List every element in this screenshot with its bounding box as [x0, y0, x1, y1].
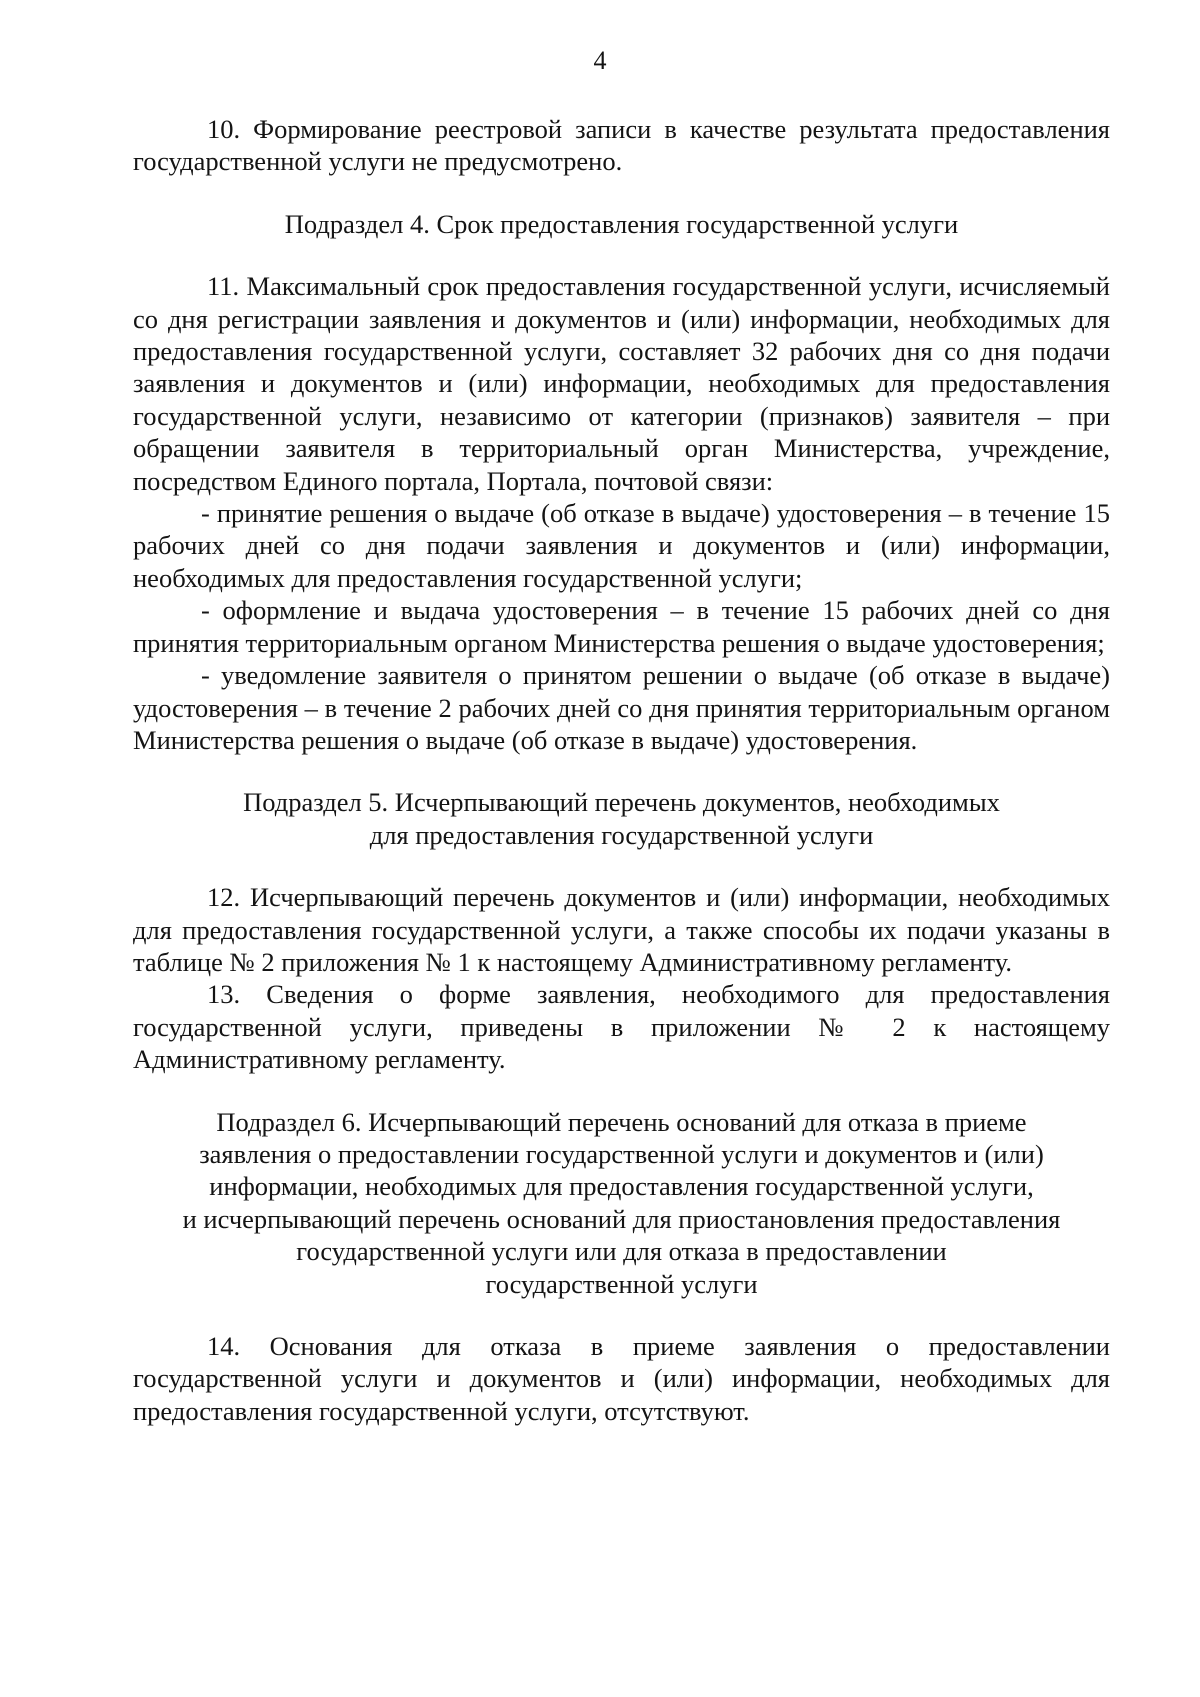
- paragraph-10: 10. Формирование реестровой записи в качестве результата предоставления государственной услуги не предусмотрено.: [133, 114, 1110, 177]
- heading-line: и исчерпывающий перечень оснований для приостановления предоставления: [182, 1203, 1061, 1234]
- heading-line: государственной услуги или для отказа в предоставлении: [296, 1236, 947, 1267]
- subsection-6-heading: [133, 1106, 1110, 1300]
- heading-line: государственной услуги: [485, 1268, 758, 1299]
- heading-line: информации, необходимых для предоставления государственной услуги,: [209, 1171, 1034, 1202]
- paragraph-11: 11. Максимальный срок предоставления государственной услуги, исчисляемый со дня регистрации заявления и документов и (или) информации, необходимых для предоставления государственной услуги, составляет 32 рабочих дня со дня подачи заявления и документов и (или) информации, необходимых для предоставления государственной услуги, независимо от категории (признаков) заявителя – при обращении заявителя в территориальный орган Министерства, учреждение, посредством Единого портала, Портала, почтовой связи:: [133, 271, 1110, 496]
- paragraph-14: 14. Основания для отказа в приеме заявления о предоставлении государственной услуги и документов и (или) информации, необходимых для предоставления государственной услуги, отсутствуют.: [133, 1331, 1110, 1426]
- paragraph-12: 12. Исчерпывающий перечень документов и (или) информации, необходимых для предоставления государственной услуги, а также способы их подачи указаны в таблице № 2 приложения № 1 к настоящему Административному регламенту.: [133, 882, 1110, 977]
- heading-line: Подраздел 4. Срок предоставления государственной услуги: [284, 208, 959, 239]
- document-body: [133, 113, 1110, 1427]
- heading-line: Подраздел 5. Исчерпывающий перечень документов, необходимых: [243, 787, 1000, 818]
- paragraph-11-item-decision: - принятие решения о выдаче (об отказе в выдаче) удостоверения – в течение 15 рабочих дней со дня подачи заявления и документов и (или) информации, необходимых для предоставления государственной услуги;: [133, 498, 1110, 593]
- subsection-5-heading: [133, 786, 1110, 851]
- paragraph-11-item-notification: - уведомление заявителя о принятом решении о выдаче (об отказе в выдаче) удостоверения – в течение 2 рабочих дней со дня принятия территориальным органом Министерства решения о выдаче (об отказе в выдаче) удостоверения.: [133, 660, 1110, 755]
- subsection-4-heading: [133, 208, 1110, 240]
- paragraph-13: 13. Сведения о форме заявления, необходимого для предоставления государственной услуги, приведены в приложении № 2 к настоящему Административному регламенту.: [133, 979, 1110, 1075]
- page-number: 4: [593, 46, 607, 75]
- heading-line: для предоставления государственной услуги: [369, 819, 874, 850]
- paragraph-11-item-issuance: - оформление и выдача удостоверения – в течение 15 рабочих дней со дня принятия территориальным органом Министерства решения о выдаче удостоверения;: [133, 595, 1110, 658]
- heading-line: Подраздел 6. Исчерпывающий перечень оснований для отказа в приеме: [216, 1106, 1027, 1137]
- heading-line: заявления о предоставлении государственной услуги и документов и (или): [199, 1138, 1044, 1169]
